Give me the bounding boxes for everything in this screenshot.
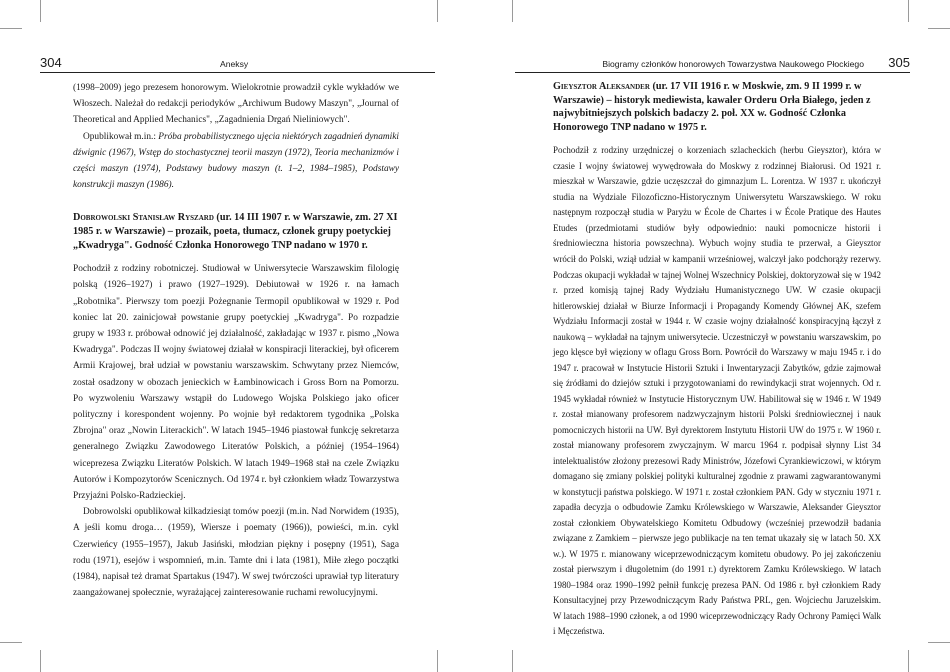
publications-list: Próba probabilistycznego ujęcia niektórych zagadnień dynamiki dźwignic (1967), Wstęp do stochastycznej teorii maszyn (1972), Teoria mechanizmów i części maszyn (1974), Podstawy budowy maszyn (t. 1–2, 1984–1985), Podstawy konstrukcji maszyn (1986). — [73, 131, 399, 191]
publications-paragraph — [73, 129, 399, 194]
intro-paragraph: (1998–2009) jego prezesem honorowym. Wielokrotnie prowadził cykle wykładów we Włoszech. Należał do redakcji periodyków „Archiwum Budowy Maszyn", „Journal of Theoretical and Applied Mechanics", „Zagadnienia Drgań Nieliniowych". — [73, 83, 399, 126]
entry-heading — [73, 211, 399, 252]
running-head: Aneksy — [220, 59, 249, 69]
entry-paragraph: Dobrowolski opublikował kilkadziesiąt tomów poezji (m.in. Nad Norwidem (1935), A jeśli komu droga… (1959), Wiersze i poematy (1966)), powieści, m.in. cykl Czerwieńcy (1955–1957), Jakub Jasiński, młodzian piękny i posępny (1951), Saga rodu (1971), esejów i wspomnień, m.in. Tamte dni i lata (1981), Miłe złego początki (1984), napisał też dramat Spartakus (1947). W swej twórczości uprawiał typ literatury zaangażowanej społecznie, wyrażającej zainteresowanie ruchami rewolucyjnymi. — [73, 507, 399, 599]
publications-lead: Opublikował m.in.: — [83, 131, 159, 142]
page-header — [40, 56, 435, 73]
entry-surname: Gieysztor Aleksander — [553, 81, 650, 92]
entry-title-rest: (ur. 17 VII 1916 r. w Moskwie, zm. 9 II 1999 r. w Warszawie) – historyk mediewista, kawaler Orderu Orła Białego, jeden z najwybitniejszych polskich badaczy 2. poł. XX w. Godność Członka Honorowego TNP nadano w 1975 r. — [553, 81, 871, 133]
page-body — [553, 80, 881, 640]
entry-paragraph: Pochodził z rodziny urzędniczej o korzeniach szlacheckich (herbu Gieysztor), która w czasie I wojny światowej wywędrowała do Moskwy z rodzinnej Białorusi. Od 1921 r. mieszkał w Warszawie, gdzie uczęszczał do gimnazjum L. Lorentza. W 1937 r. ukończył studia na Wydziale Filozoficzno-Historycznym Uniwersytetu Warszawskiego. W roku następnym rozpoczął studia w Paryżu w École de Chartes i w École Pratique des Hautes Etudes (przedmiotami studiów były odpowiednio: nauki pomocnicze historii i średniowieczna historia powszechna). Wybuch wojny studia te przerwał, a Gieysztor wrócił do Polski, wziął udział w kampanii wrześniowej, walczył jako podchorąży rezerwy. Podczas okupacji wykładał w tajnej Wolnej Wszechnicy Polskiej, doktoryzował się w 1942 r. przed komisją tajnej Rady Wydziału Humanistycznego UW. W czasie okupacji hitlerowskiej działał w Biurze Informacji i Propagandy Komendy Głównej AK, szefem Wydziału Informacji został w 1944 r. W czasie wojny działalność konspiracyjną łączył z naukową – wykładał na tajnym uniwersytecie. Uczestniczył w powstaniu warszawskim, po jego klęsce był więziony w oflagu Gross Born. Powrócił do Warszawy w maju 1945 r. i do 1947 r. pracował w Instytucie Historii Sztuki i Inwentaryzacji Zabytków, gdzie zajmował się źródłami do dziejów sztuki i przygotowaniami do rewindykacji strat wojennych. Od r. 1945 wykładał również w Instytucie Historycznym UW. Habilitował się w 1946 r. W 1949 r. został mianowany profesorem nadzwyczajnym historii Polski średniowiecznej i nauk pomocniczych historii na UW. Był dyrektorem Instytutu Historii UW do 1975 r. W 1960 r. został mianowany profesorem zwyczajnym. W marcu 1964 r. podpisał słynny List 34 intelektualistów złożony prezesowi Rady Ministrów, Józefowi Cyrankiewiczowi, w którym domagano się zmiany polskiej polityki kulturalnej zgodnie z prawami zagwarantowanymi w konstytucji państwa polskiego. W 1971 r. został członkiem PAN. Gdy w styczniu 1971 r. zapadła decyzja o odbudowie Zamku Królewskiego w Warszawie, Aleksander Gieysztor został członkiem Obywatelskiego Komitetu Odbudowy (wcześniej przewodził badania związane z Zamkiem – pierwsze jego publikacje na ten temat ukazały się w latach 50. XX w.). W 1975 r. mianowany wiceprzewodniczącym komitetu obudowy. Po jej zakończeniu został pierwszym i długoletnim (do 1991 r.) dyrektorem Zamku Królewskiego. W latach 1980–1984 oraz 1990–1992 pełnił funkcję prezesa PAN. Od 1986 r. był członkiem Rady Konsultacyjnej przy Przewodniczącym Rady Państwa PRL, gen. Wojciechu Jaruzelskim. W latach 1988–1990 członek, a od 1990 wiceprzewodniczący Rady Ochrony Pamięci Walk i Męczeństwa. — [553, 145, 881, 637]
page-number: 305 — [888, 55, 910, 70]
page-header — [515, 56, 910, 73]
entry-paragraph: Pochodził z rodziny robotniczej. Studiował w Uniwersytecie Warszawskim filologię polską (1926–1927) i prawo (1927–1929). Debiutował w 1926 r. na łamach „Robotnika". Pierwszy tom poezji Pożegnanie Termopil opublikował w 1929 r. Pod koniec lat 20. zainicjował powstanie grupy poetyckiej „Kwadryga". Po rozpadzie grupy w 1933 r. próbował odnowić jej działalność, zakładając w 1937 r. pismo „Nowa Kwadryga". Podczas II wojny światowej działał w konspiracji literackiej, był oficerem Armii Krajowej, brał udział w powstaniu warszawskim. Schwytany przez Niemców, został osadzony w obozach jenieckich w Łambinowicach i Gross Born na Pomorzu. Po wyzwoleniu Warszawy wstąpił do Ludowego Wojska Polskiego jako oficer polityczny i korespondent wojenny. Po wojnie był redaktorem tygodnika „Polska Zbrojna" oraz „Nowin Literackich". W latach 1945–1946 piastował funkcję sekretarza generalnego Związku Zawodowego Literatów Polskich, a później (1954–1964) wiceprezesa Związku Literatów Polskich. W latach 1949–1968 stał na czele Związku Autorów i Kompozytorów Scenicznych. Od 1974 r. był członkiem władz Towarzystwa Przyjaźni Polsko-Radzieckiej. — [73, 264, 399, 502]
entry-surname: Dobrowolski Stanisław Ryszard — [73, 212, 214, 224]
entry-title-rest: (ur. 14 III 1907 r. w Warszawie, zm. 27 XI 1985 r. w Warszawie) – prozaik, poeta, tłumacz, członek grupy poetyckiej „Kwadryga". Godność Członka Honorowego TNP nadano w 1970 r. — [73, 212, 398, 251]
entry-heading — [553, 80, 881, 134]
running-head: Biogramy członków honorowych Towarzystwa Naukowego Płockiego — [602, 59, 864, 69]
right-page — [475, 0, 950, 672]
page-body — [73, 80, 399, 601]
page-number: 304 — [40, 55, 62, 70]
